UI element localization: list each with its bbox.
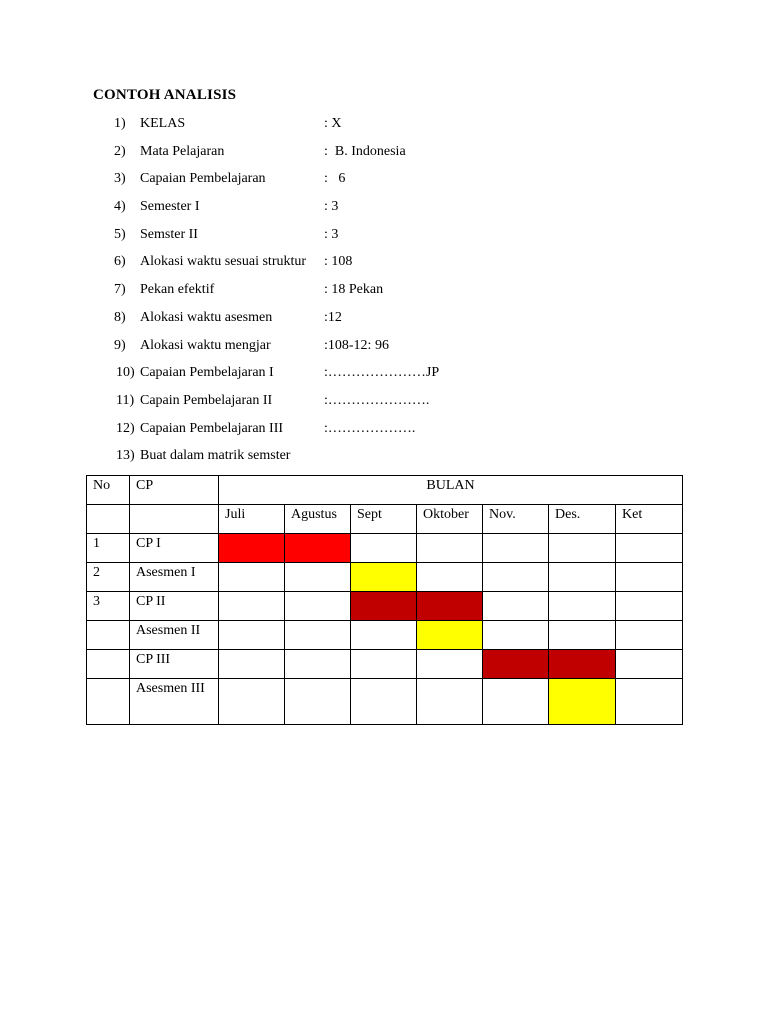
item-value: : 108	[324, 254, 353, 269]
schedule-cell	[417, 592, 483, 621]
item-value: :108-12: 96	[324, 338, 389, 353]
document-title: CONTOH ANALISIS	[93, 87, 237, 103]
item-label: KELAS	[140, 116, 186, 131]
schedule-cell	[417, 534, 483, 563]
item-number: 10)	[116, 365, 135, 380]
table-row	[87, 679, 683, 725]
item-value: : 3	[324, 199, 339, 214]
item-number: 8)	[114, 310, 126, 325]
month-row	[87, 505, 683, 534]
month-oktober: Oktober	[417, 505, 483, 534]
schedule-cell	[549, 621, 616, 650]
row-cp: CP I	[130, 534, 219, 563]
schedule-cell	[417, 679, 483, 725]
schedule-cell	[483, 621, 549, 650]
item-label: Semester I	[140, 199, 200, 214]
item-label: Capaian Pembelajaran	[140, 171, 266, 186]
item-value: :12	[324, 310, 342, 325]
month-juli: Juli	[219, 505, 285, 534]
schedule-cell	[351, 621, 417, 650]
item-label: Buat dalam matrik semster	[140, 448, 291, 463]
schedule-cell	[219, 679, 285, 725]
header-no: No	[87, 476, 130, 505]
schedule-cell	[285, 650, 351, 679]
row-cp: CP III	[130, 650, 219, 679]
schedule-cell	[417, 563, 483, 592]
item-value: : 18 Pekan	[324, 282, 384, 297]
item-number: 1)	[114, 116, 126, 131]
month-des: Des.	[549, 505, 616, 534]
schedule-cell	[483, 592, 549, 621]
item-number: 3)	[114, 171, 126, 186]
table-row	[87, 592, 683, 621]
row-cp: Asesmen III	[130, 679, 219, 725]
schedule-cell	[549, 534, 616, 563]
table-row	[87, 534, 683, 563]
item-label: Pekan efektif	[140, 282, 215, 297]
schedule-cell	[483, 534, 549, 563]
item-label: Mata Pelajaran	[140, 144, 225, 159]
item-label: Capaian Pembelajaran III	[140, 421, 284, 436]
schedule-cell	[549, 650, 616, 679]
table-row	[87, 563, 683, 592]
schedule-cell	[285, 534, 351, 563]
empty-cell	[87, 505, 130, 534]
item-number: 5)	[114, 227, 126, 242]
row-no: 3	[87, 592, 130, 621]
schedule-cell	[483, 650, 549, 679]
ket-cell	[616, 534, 683, 563]
item-number: 6)	[114, 254, 126, 269]
schedule-cell	[285, 679, 351, 725]
column-ket: Ket	[616, 505, 683, 534]
item-value: : 3	[324, 227, 339, 242]
item-number: 7)	[114, 282, 126, 297]
schedule-cell	[549, 679, 616, 725]
schedule-cell	[549, 592, 616, 621]
row-no	[87, 679, 130, 725]
item-value: : B. Indonesia	[324, 144, 406, 159]
item-value: : X	[324, 116, 342, 131]
month-nov: Nov.	[483, 505, 549, 534]
ket-cell	[616, 679, 683, 725]
semester-matrix-table	[86, 475, 683, 725]
ket-cell	[616, 650, 683, 679]
schedule-cell	[285, 592, 351, 621]
ket-cell	[616, 592, 683, 621]
row-no	[87, 650, 130, 679]
month-sept: Sept	[351, 505, 417, 534]
schedule-cell	[219, 563, 285, 592]
schedule-cell	[351, 650, 417, 679]
item-label: Capain Pembelajaran II	[140, 393, 273, 408]
item-value: :…………………JP	[324, 365, 440, 380]
header-cp: CP	[130, 476, 219, 505]
schedule-cell	[219, 621, 285, 650]
table-row	[87, 621, 683, 650]
ket-cell	[616, 563, 683, 592]
row-no	[87, 621, 130, 650]
row-cp: Asesmen II	[130, 621, 219, 650]
item-value: : 6	[324, 171, 346, 186]
row-no: 1	[87, 534, 130, 563]
item-number: 11)	[116, 393, 135, 408]
item-label: Semster II	[140, 227, 198, 242]
schedule-cell	[351, 679, 417, 725]
schedule-cell	[285, 621, 351, 650]
schedule-cell	[483, 679, 549, 725]
schedule-cell	[285, 563, 351, 592]
schedule-cell	[417, 650, 483, 679]
item-label: Alokasi waktu mengjar	[140, 338, 271, 353]
empty-cell	[130, 505, 219, 534]
schedule-cell	[483, 563, 549, 592]
schedule-cell	[219, 650, 285, 679]
schedule-cell	[351, 592, 417, 621]
item-value: :……………….	[324, 421, 416, 436]
item-number: 4)	[114, 199, 126, 214]
item-value: :………………….	[324, 393, 430, 408]
schedule-cell	[219, 592, 285, 621]
table-header-row	[87, 476, 683, 505]
table-row	[87, 650, 683, 679]
header-bulan: BULAN	[219, 476, 683, 505]
schedule-cell	[351, 563, 417, 592]
row-no: 2	[87, 563, 130, 592]
schedule-cell	[219, 534, 285, 563]
item-number: 12)	[116, 421, 135, 436]
item-label: Capaian Pembelajaran I	[140, 365, 274, 380]
row-cp: CP II	[130, 592, 219, 621]
item-label: Alokasi waktu sesuai struktur	[140, 254, 307, 269]
item-number: 9)	[114, 338, 126, 353]
ket-cell	[616, 621, 683, 650]
schedule-cell	[549, 563, 616, 592]
item-number: 2)	[114, 144, 126, 159]
schedule-cell	[417, 621, 483, 650]
month-agustus: Agustus	[285, 505, 351, 534]
item-label: Alokasi waktu asesmen	[140, 310, 273, 325]
item-number: 13)	[116, 448, 135, 463]
row-cp: Asesmen I	[130, 563, 219, 592]
schedule-cell	[351, 534, 417, 563]
